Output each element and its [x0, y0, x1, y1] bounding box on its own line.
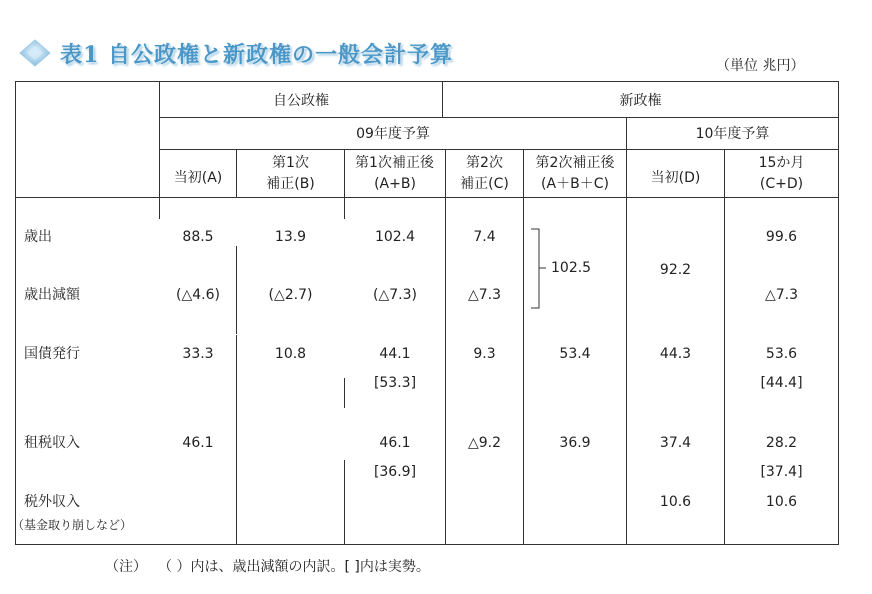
cell-sozei-ab-actual: [36.9] — [373, 464, 417, 480]
cell-zeigai-cd: 10.6 — [765, 494, 798, 510]
col-header-abc: 第2次補正後 — [535, 155, 615, 171]
footnote — [105, 556, 430, 576]
cell-sozei-a: 46.1 — [182, 435, 214, 451]
cell-saishutsu-cd: 99.6 — [765, 229, 798, 245]
cell-kokusai-b: 10.8 — [274, 346, 307, 362]
header-budget-10: 10年度予算 — [695, 126, 770, 142]
cell-kokusai-c: 9.3 — [473, 346, 496, 362]
header-group-jiko: 自公政権 — [273, 93, 329, 109]
col-header-cd-sub: (C+D) — [759, 176, 804, 192]
title-text: 表1 自公政権と新政権の一般会計予算 — [60, 41, 453, 68]
row-label-sozei: 租税収入 — [24, 435, 80, 451]
table-rule — [15, 197, 839, 198]
cell-saishutsu-b: 13.9 — [274, 229, 307, 245]
col-header-cd: 15か月 — [758, 155, 805, 171]
row-label-saishutsu: 歳出 — [24, 229, 52, 245]
col-header-abc-sub: (A＋B＋C) — [541, 176, 609, 192]
col-header-ab: 第1次補正後 — [355, 155, 434, 171]
col-header-c: 第2次 — [466, 155, 503, 171]
cell-gengaku-a: (△4.6) — [176, 287, 220, 303]
cell-gengaku-b: (△2.7) — [268, 287, 313, 303]
cell-kokusai-ab-actual: [53.3] — [373, 375, 417, 391]
row-sublabel-zeigai: （基金取り崩しなど） — [12, 518, 133, 532]
cell-sozei-d: 37.4 — [659, 435, 692, 451]
cell-sozei-c: △9.2 — [467, 435, 502, 451]
header-budget-09: 09年度予算 — [356, 126, 430, 142]
cell-saishutsu-a: 88.5 — [182, 229, 214, 245]
col-header-a: 当初(A) — [173, 170, 223, 186]
cell-saishutsu-c: 7.4 — [473, 229, 496, 245]
col-header-ab-sub: (A+B) — [374, 176, 416, 192]
cell-gengaku-cd: △7.3 — [764, 287, 799, 303]
table-rule — [236, 335, 237, 544]
cell-merged-abc: 102.5 — [551, 260, 592, 276]
bracket-line — [528, 228, 548, 310]
cell-kokusai-abc: 53.4 — [559, 346, 591, 362]
page-title — [18, 36, 453, 70]
table-rule — [160, 117, 838, 118]
footnote-text: （ ）内は、歳出減額の内訳。[ ]内は実勢。 — [165, 559, 430, 575]
cell-sozei-ab: 46.1 — [379, 435, 411, 451]
cell-kokusai-d: 44.3 — [659, 346, 692, 362]
row-label-kokusai: 国債発行 — [24, 346, 80, 362]
col-header-c-sub: 補正(C) — [460, 176, 509, 192]
cell-merged-d: 92.2 — [659, 262, 692, 278]
cell-sozei-cd: 28.2 — [765, 435, 798, 451]
unit-label: （単位 兆円） — [716, 58, 805, 74]
cell-sozei-cd-actual: [37.4] — [760, 464, 803, 480]
cell-kokusai-ab: 44.1 — [379, 346, 411, 362]
diamond-bullet-icon — [18, 38, 52, 68]
cell-kokusai-cd: 53.6 — [765, 346, 798, 362]
cell-gengaku-ab: (△7.3) — [373, 287, 417, 303]
cell-sozei-abc: 36.9 — [559, 435, 591, 451]
cell-kokusai-cd-actual: [44.4] — [760, 375, 803, 391]
cell-kokusai-a: 33.3 — [182, 346, 214, 362]
cell-zeigai-d: 10.6 — [659, 494, 692, 510]
row-label-zeigai: 税外収入 — [24, 494, 80, 510]
col-header-b: 第1次 — [272, 155, 309, 171]
cell-saishutsu-ab: 102.4 — [374, 229, 416, 245]
footnote-prefix: （注） — [105, 559, 147, 575]
table-rule — [160, 149, 838, 150]
cell-gengaku-c: △7.3 — [467, 287, 502, 303]
col-header-b-sub: 補正(B) — [266, 176, 315, 192]
row-label-gengaku: 歳出減額 — [24, 287, 80, 303]
header-group-shin: 新政権 — [619, 93, 662, 109]
col-header-d: 当初(D) — [650, 170, 701, 186]
